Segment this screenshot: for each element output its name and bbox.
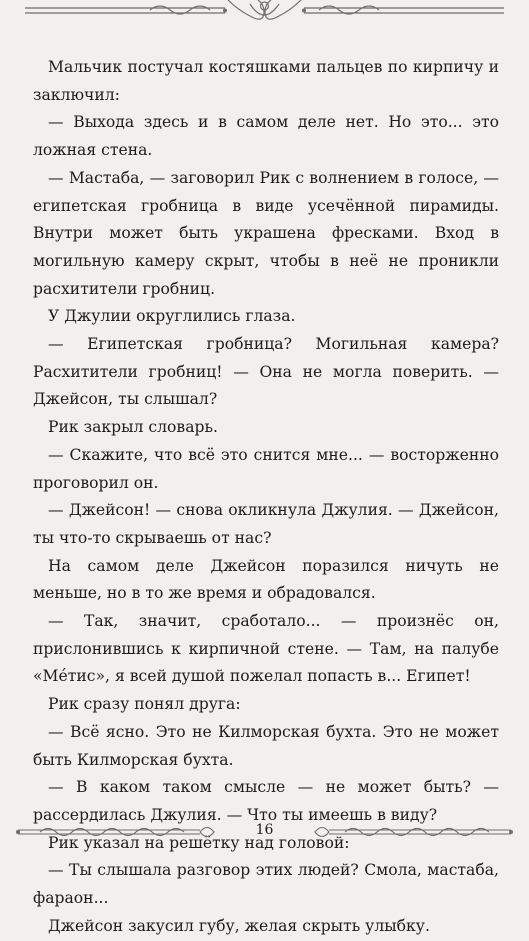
paragraph: У Джулии округлились глаза. [48, 307, 296, 326]
paragraph: — Выхода здесь и в самом деле нет. Но это... это ложная стена. [33, 113, 499, 160]
paragraph: На самом деле Джейсон поразился ничуть не меньше, но в то же время и обрадовался. [33, 556, 499, 603]
paragraph: — Всё ясно. Это не Килморская бухта. Это не может быть Килморская бухта. [33, 722, 499, 769]
paragraph: Рик сразу понял друга: [48, 695, 241, 714]
paragraph: Мальчик постучал костяшками пальцев по кирпичу и заключил: [33, 58, 499, 104]
paragraph: — Мастаба, — заговорил Рик с волнением в голосе, — египетская гробница в виде усечённой пирамиды. Внутри может быть украшена фресками. Вход в могильную камеру скрыт, чтобы в неё не проникли расхитители гробниц. [33, 168, 499, 298]
paragraph: — Так, значит, сработало... — произнёс он, прислонившись к кирпичной стене. — Там, на палубе «Ме́тис», я всей душой пожелал попасть в... Египет! [33, 612, 499, 686]
paragraph: — Ты слышала разговор этих людей? Смола, мастаба, фараон... [33, 861, 499, 908]
paragraph: Джейсон закусил губу, желая скрыть улыбку. [48, 916, 430, 935]
top-ornament [0, 0, 529, 34]
paragraph: — Скажите, что всё это снится мне... — восторженно проговорил он. [33, 445, 499, 492]
paragraph: Рик указал на решётку над головой: [48, 833, 350, 852]
paragraph: Рик закрыл словарь. [48, 418, 218, 437]
paragraph: — В каком таком смысле — не может быть? — рассердилась Джулия. — Что ты имеешь в виду? [33, 778, 499, 824]
paragraph: — Джейсон! — снова окликнула Джулия. — Джейсон, ты что-то скрываешь от нас? [33, 501, 499, 547]
paragraph: — Египетская гробница? Могильная камера? Расхитители гробниц! — Она не могла поверить. — Джейсон, ты слышал? [33, 335, 499, 409]
page-number: 16 [255, 822, 274, 838]
body-text [33, 54, 499, 941]
